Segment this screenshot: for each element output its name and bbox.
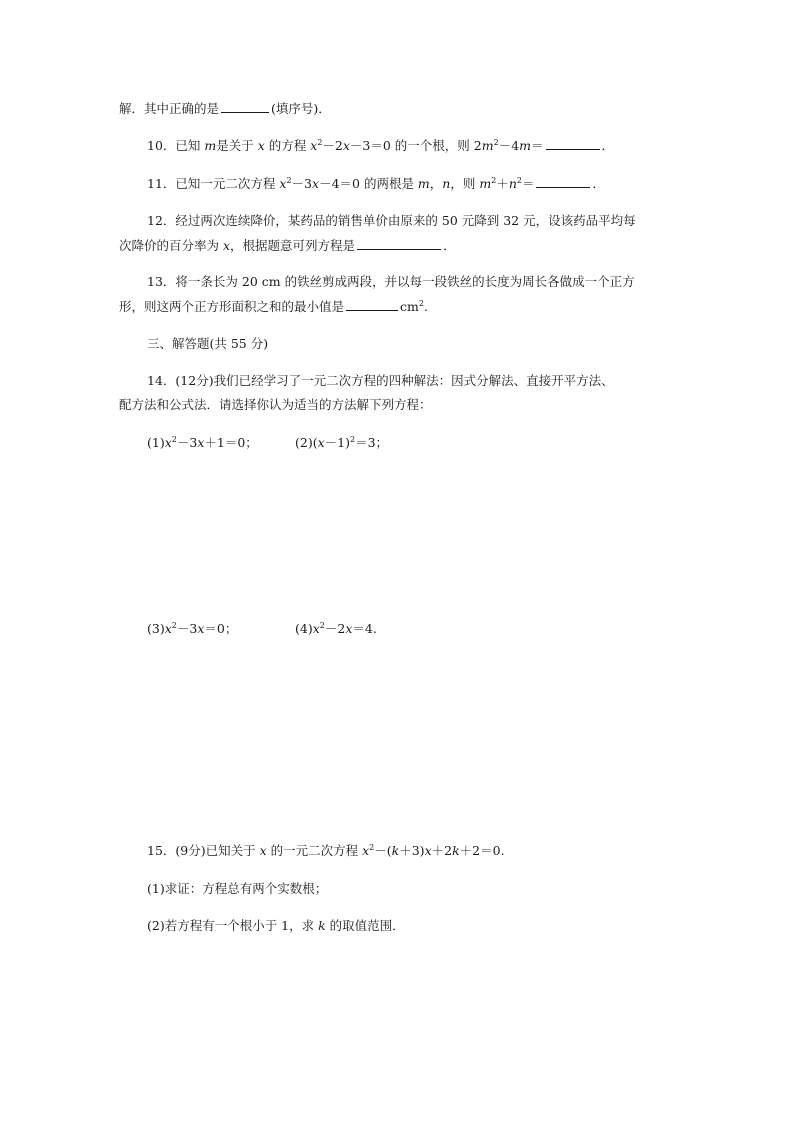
question-14-line1: 14．(12分)我们已经学习了一元二次方程的四种解法：因式分解法、直接开平方法、 — [147, 373, 614, 388]
q9-continuation: 解．其中正确的是 (填序号)． — [119, 101, 331, 116]
question-15-part2: (2)若方程有一个根小于 1，求 k 的取值范围． — [147, 918, 405, 933]
question-12-line1: 12．经过两次连续降价，某药品的销售单价由原来的 50 元降到 32 元，设该药品平均每 — [147, 213, 636, 228]
answer-blank[interactable] — [346, 297, 398, 311]
problem-14-4: $(4)x^2-2x=4$. — [295, 621, 377, 636]
problem-14-1: $(1)x^2-3x+1=0$； — [147, 435, 258, 450]
problem-14-3: $(3)x^2-3x=0$； — [147, 621, 238, 636]
question-15-part1: (1)求证：方程总有两个实数根； — [147, 881, 328, 896]
question-12-line2: 次降价的百分率为 x，根据题意可列方程是 ． — [119, 238, 456, 253]
question-13-line1: 13．将一条长为 20 cm 的铁丝剪成两段，并以每一段铁丝的长度为周长各做成一个正方 — [147, 274, 635, 289]
answer-blank[interactable] — [357, 236, 441, 250]
question-13-line2: 形，则这两个正方形面积之和的最小值是 $cm^2$. — [119, 299, 428, 314]
answer-blank[interactable] — [546, 136, 600, 150]
question-10: 10．已知 m是关于 x 的方程 $x^2-2x-3=0$ 的一个根，则 $2m^2-4m=$ ． — [147, 138, 615, 153]
section-heading: 三、解答题(共 55 分) — [147, 336, 269, 351]
question-15: 15．(9分)已知关于 x 的一元二次方程 $x^2-(k+3)x+2k+2=0$. — [147, 843, 505, 858]
question-14-line2: 配方法和公式法．请选择你认为适当的方法解下列方程： — [119, 397, 432, 412]
problem-14-2: $(2)(x-1)^2=3$； — [295, 435, 389, 450]
answer-blank[interactable] — [221, 99, 269, 113]
question-11: 11．已知一元二次方程 $x^2-3x-4=0$ 的两根是 m，n，则 $m^2+n^2=$ ． — [147, 176, 605, 191]
answer-blank[interactable] — [536, 174, 590, 188]
